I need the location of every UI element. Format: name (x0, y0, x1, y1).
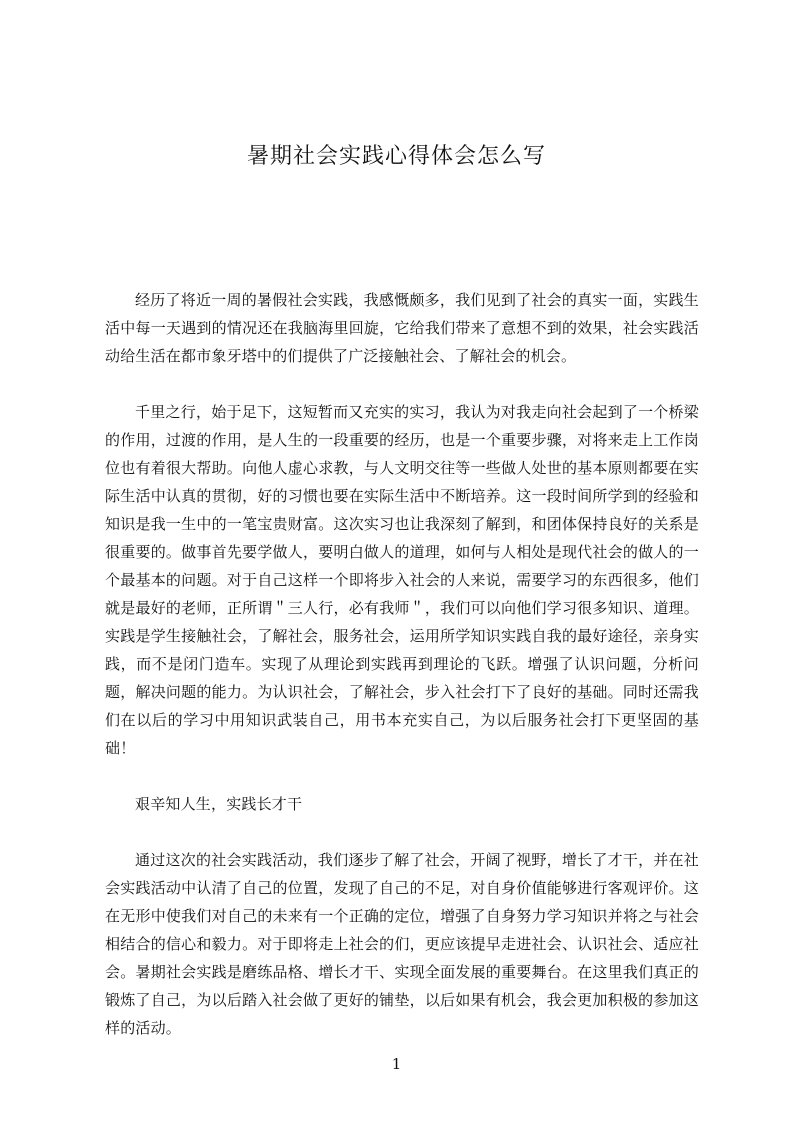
document-title: 暑期社会实践心得体会怎么写 (246, 144, 546, 169)
paragraph-conclusion: 通过这次的社会实践活动，我们逐步了解了社会，开阔了视野，增长了才干，并在社会实践活动中认清了自己的位置，发现了自己的不足，对自身价值能够进行客观评价。这在无形中使我们对自己的未来有一个正确的定位，增强了自身努力学习知识并将之与社会相结合的信心和毅力。对于即将走上社会的们，更应该提早走进社会、认识社会、适应社会。暑期社会实践是磨练品格、增长才干、实现全面发展的重要舞台。在这里我们真正的锻炼了自己，为以后踏入社会做了更好的铺垫，以后如果有机会，我会更加积极的参加这样的活动。 (105, 851, 699, 1037)
paragraph-intro: 经历了将近一周的暑假社会实践，我感慨颇多，我们见到了社会的真实一面，实践生活中每一天遇到的情况还在我脑海里回旋，它给我们带来了意想不到的效果，社会实践活动给生活在都市象牙塔中的们提供了广泛接触社会、了解社会的机会。 (105, 291, 699, 365)
document-body (105, 286, 699, 1042)
paragraph-internship: 千里之行，始于足下，这短暂而又充实的实习，我认为对我走向社会起到了一个桥梁的作用，过渡的作用，是人生的一段重要的经历，也是一个重要步骤，对将来走上工作岗位也有着很大帮助。向他人虚心求教，与人文明交往等一些做人处世的基本原则都要在实际生活中认真的贯彻，好的习惯也要在实际生活中不断培养。这一段时间所学到的经验和知识是我一生中的一笔宝贵财富。这次实习也让我深刻了解到，和团体保持良好的关系是很重要的。做事首先要学做人，要明白做人的道理，如何与人相处是现代社会的做人的一个最基本的问题。对于自己这样一个即将步入社会的人来说，需要学习的东西很多，他们就是最好的老师，正所谓＂三人行，必有我师＂，我们可以向他们学习很多知识、道理。实践是学生接触社会，了解社会，服务社会，运用所学知识实践自我的最好途径，亲身实践，而不是闭门造车。实现了从理论到实践再到理论的飞跃。增强了认识问题，分析问题，解决问题的能力。为认识社会，了解社会，步入社会打下了良好的基础。同时还需我们在以后的学习中用知识武装自己，用书本充实自己，为以后服务社会打下更坚固的基础！ (105, 403, 699, 757)
section-heading: 艰辛知人生，实践长才干 (135, 795, 303, 813)
page-number: 1 (391, 1055, 402, 1073)
